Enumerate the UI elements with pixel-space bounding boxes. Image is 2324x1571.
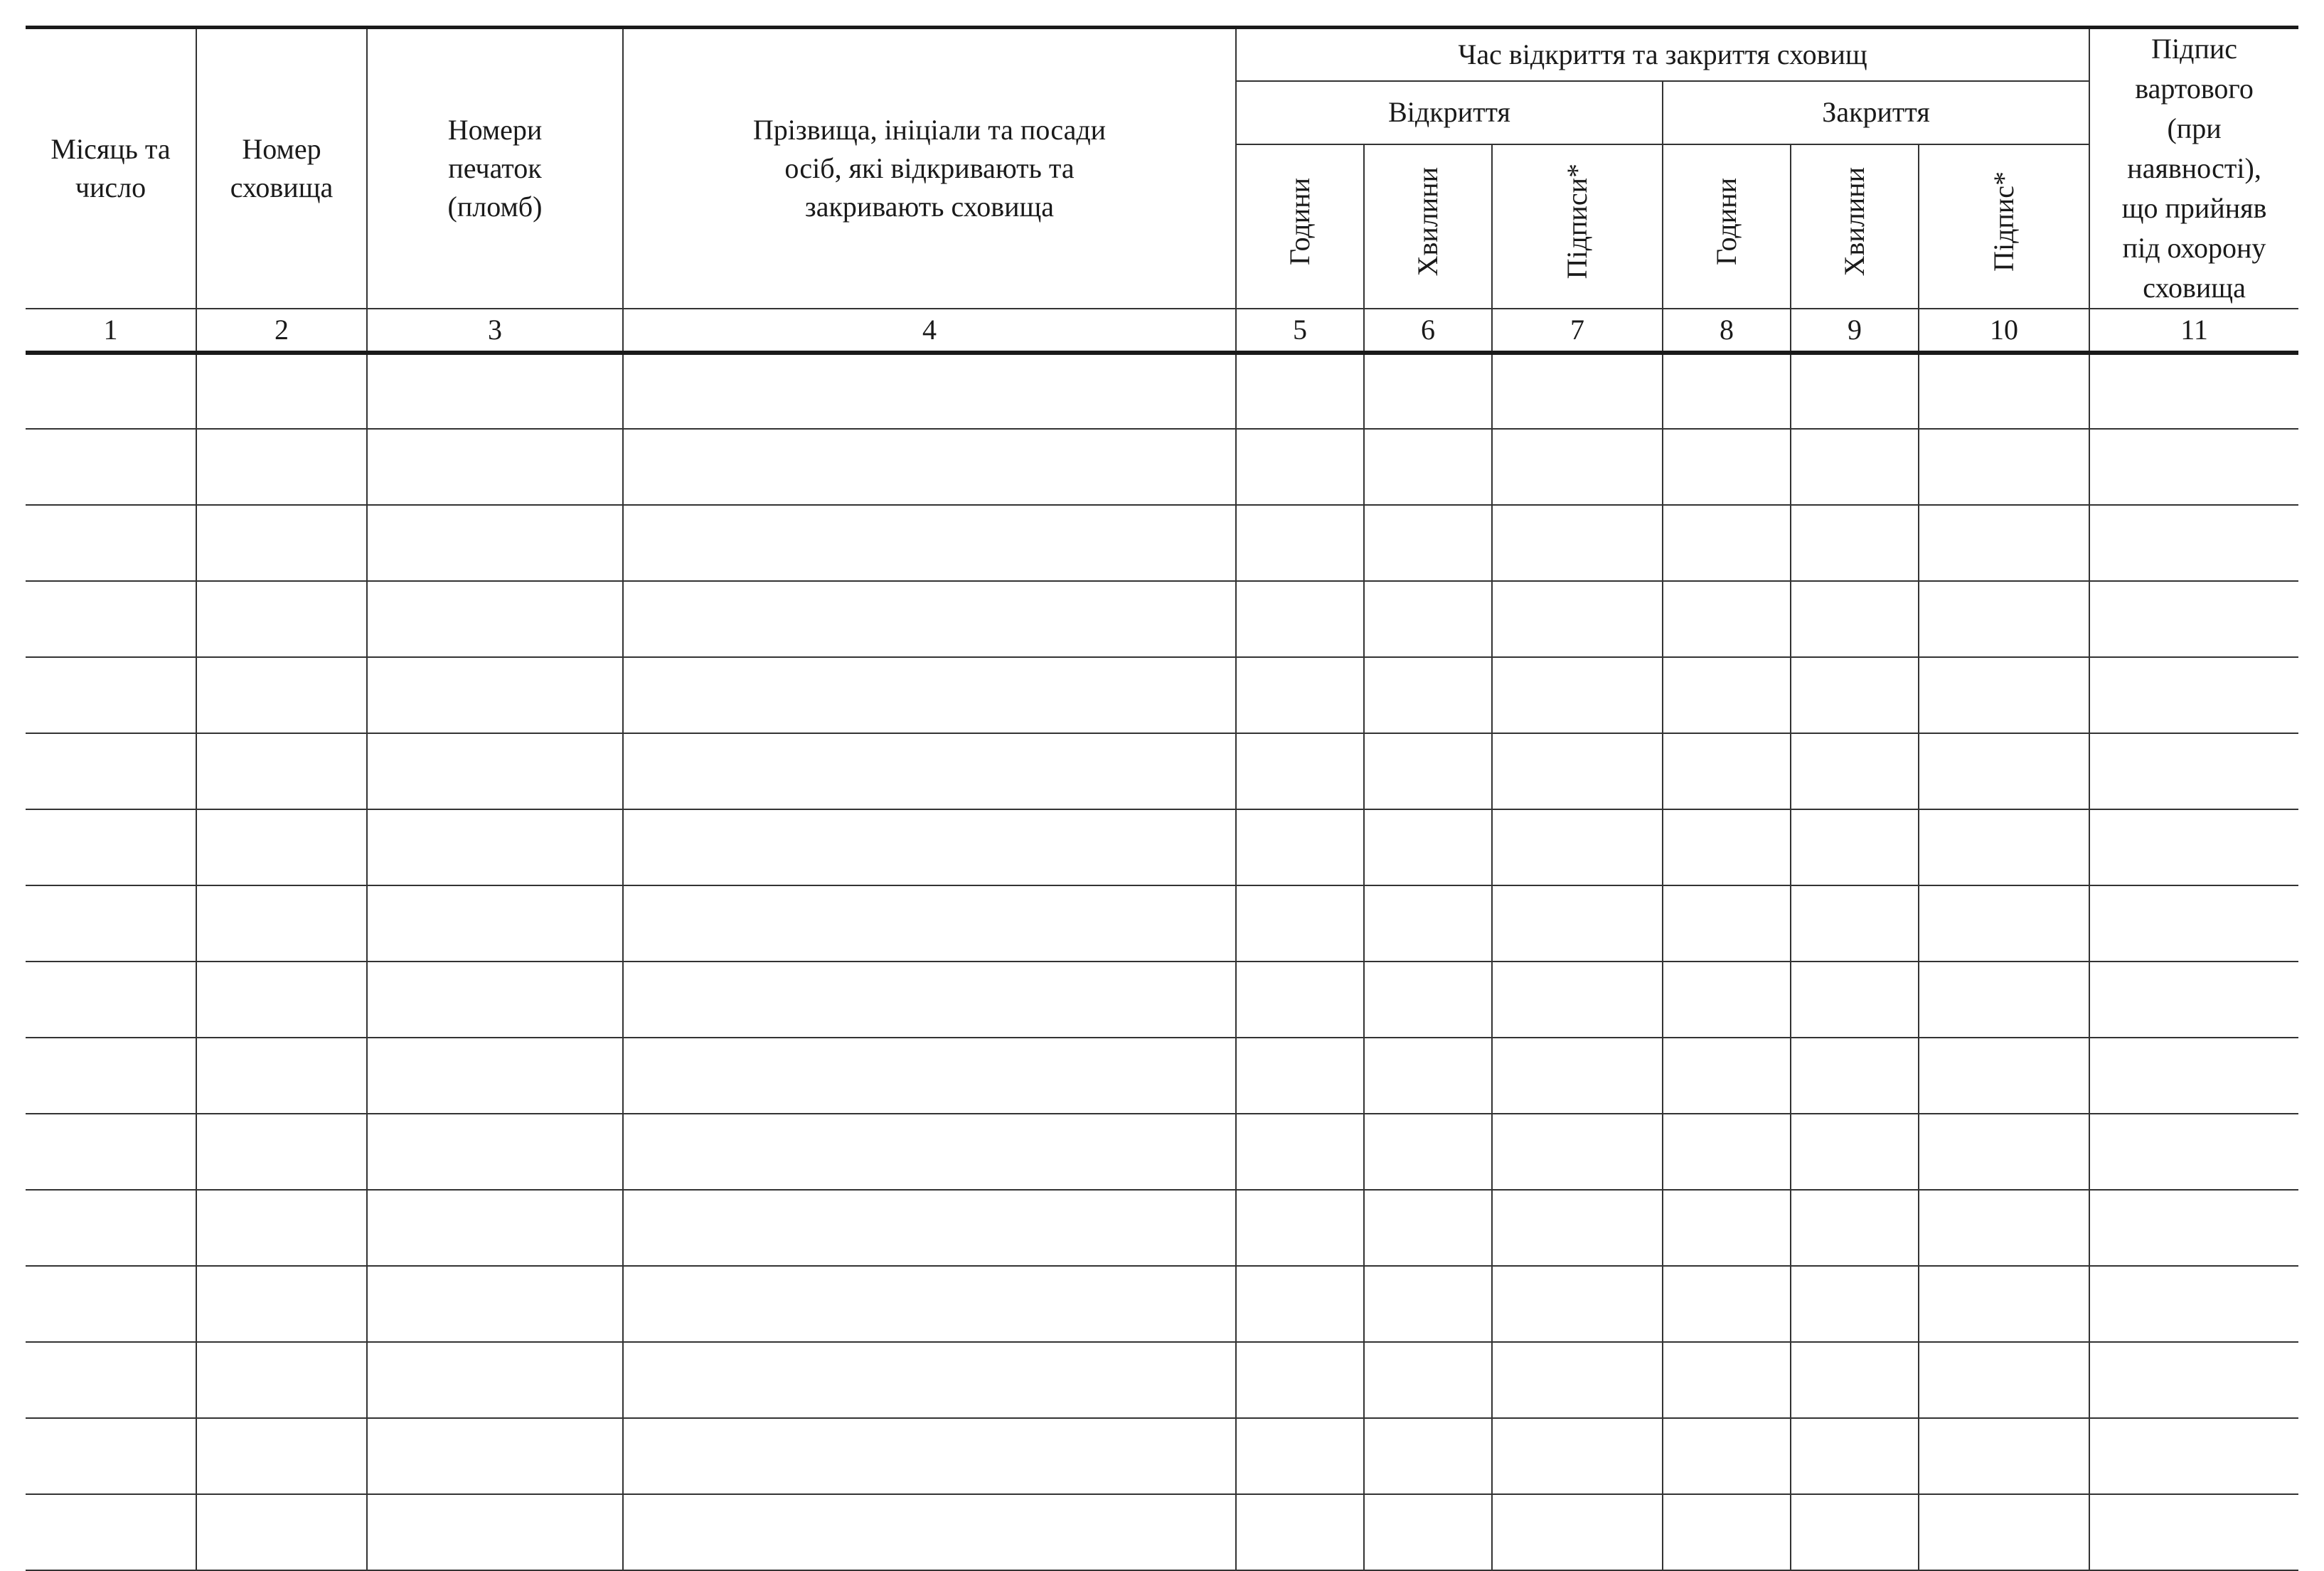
table-cell[interactable] (1919, 657, 2089, 733)
table-cell[interactable] (1236, 733, 1364, 809)
table-cell[interactable] (1791, 353, 1919, 429)
table-cell[interactable] (1364, 1266, 1492, 1342)
column-number: 7 (1492, 309, 1663, 353)
table-row (26, 733, 2298, 809)
table-row (26, 1342, 2298, 1418)
header-seal-numbers-label: Номери печаток (пломб) (447, 114, 543, 223)
header-close-signature-label: Підпис* (1988, 171, 2020, 272)
table-cell[interactable] (623, 1114, 1236, 1190)
header-time-group (1236, 28, 2089, 82)
header-open-minutes-label: Хвилини (1412, 166, 1444, 277)
table-row (26, 1190, 2298, 1266)
table-cell[interactable] (1919, 1266, 2089, 1342)
table-cell[interactable] (623, 429, 1236, 505)
header-persons-label: Прізвища, ініціали та посади осіб, які відкривають та закривають сховища (752, 114, 1107, 223)
table-cell[interactable] (623, 1342, 1236, 1418)
header-vault-number (196, 28, 367, 309)
table-cell[interactable] (1919, 1114, 2089, 1190)
table-row (26, 809, 2298, 885)
table-cell[interactable] (2089, 657, 2298, 733)
table-cell[interactable] (196, 1114, 367, 1190)
table-cell[interactable] (1236, 1266, 1364, 1342)
table-cell[interactable] (1791, 505, 1919, 581)
table-cell[interactable] (2089, 962, 2298, 1038)
header-persons (623, 28, 1236, 309)
table-cell[interactable] (1492, 1342, 1663, 1418)
register-body (26, 353, 2298, 1570)
table-cell[interactable] (196, 429, 367, 505)
table-cell[interactable] (623, 353, 1236, 429)
table-cell[interactable] (1663, 1494, 1791, 1570)
table-cell[interactable] (1791, 809, 1919, 885)
table-cell[interactable] (2089, 1266, 2298, 1342)
table-cell[interactable] (1364, 581, 1492, 657)
column-number: 10 (1919, 309, 2089, 353)
table-cell[interactable] (623, 1418, 1236, 1494)
table-cell[interactable] (1364, 1418, 1492, 1494)
table-cell[interactable] (367, 1342, 623, 1418)
table-cell[interactable] (1791, 1114, 1919, 1190)
vault-register-table (26, 26, 2298, 1571)
table-cell[interactable] (2089, 733, 2298, 809)
table-cell[interactable] (623, 505, 1236, 581)
header-seal-numbers (367, 28, 623, 309)
table-cell[interactable] (1663, 1342, 1791, 1418)
header-open-signatures (1492, 144, 1663, 309)
table-cell[interactable] (2089, 581, 2298, 657)
table-row (26, 1418, 2298, 1494)
table-cell[interactable] (1236, 1418, 1364, 1494)
header-close-hours (1663, 144, 1791, 309)
header-open-signatures-label: Підписи* (1561, 164, 1593, 279)
table-cell[interactable] (1492, 1266, 1663, 1342)
table-cell[interactable] (196, 1418, 367, 1494)
table-cell[interactable] (2089, 429, 2298, 505)
table-cell[interactable] (196, 505, 367, 581)
table-row (26, 657, 2298, 733)
table-cell[interactable] (196, 733, 367, 809)
table-cell[interactable] (1364, 885, 1492, 962)
table-cell[interactable] (1364, 962, 1492, 1038)
table-cell[interactable] (1791, 1418, 1919, 1494)
table-cell[interactable] (1364, 1190, 1492, 1266)
table-cell[interactable] (1919, 1342, 2089, 1418)
table-cell[interactable] (1492, 1038, 1663, 1114)
table-cell[interactable] (1492, 1418, 1663, 1494)
table-cell[interactable] (1791, 733, 1919, 809)
table-cell[interactable] (1791, 962, 1919, 1038)
table-cell[interactable] (623, 1494, 1236, 1570)
table-row (26, 581, 2298, 657)
table-cell[interactable] (1791, 1494, 1919, 1570)
table-cell[interactable] (1492, 429, 1663, 505)
table-cell[interactable] (26, 1038, 196, 1114)
table-cell[interactable] (1663, 885, 1791, 962)
table-cell[interactable] (367, 1266, 623, 1342)
table-cell[interactable] (1364, 1494, 1492, 1570)
table-cell[interactable] (623, 1266, 1236, 1342)
table-cell[interactable] (1791, 1342, 1919, 1418)
table-cell[interactable] (26, 581, 196, 657)
table-cell[interactable] (26, 353, 196, 429)
table-cell[interactable] (196, 809, 367, 885)
table-cell[interactable] (1236, 353, 1364, 429)
table-cell[interactable] (623, 733, 1236, 809)
table-cell[interactable] (1663, 657, 1791, 733)
table-cell[interactable] (26, 1114, 196, 1190)
table-cell[interactable] (1791, 1190, 1919, 1266)
table-cell[interactable] (1236, 962, 1364, 1038)
table-cell[interactable] (2089, 885, 2298, 962)
table-cell[interactable] (1236, 1494, 1364, 1570)
table-cell[interactable] (26, 657, 196, 733)
table-cell[interactable] (1919, 1038, 2089, 1114)
table-cell[interactable] (1663, 1190, 1791, 1266)
table-cell[interactable] (196, 1190, 367, 1266)
table-cell[interactable] (2089, 1038, 2298, 1114)
table-cell[interactable] (1663, 429, 1791, 505)
table-cell[interactable] (196, 962, 367, 1038)
table-cell[interactable] (1663, 505, 1791, 581)
table-cell[interactable] (2089, 353, 2298, 429)
table-cell[interactable] (1364, 505, 1492, 581)
table-cell[interactable] (2089, 505, 2298, 581)
table-cell[interactable] (2089, 1342, 2298, 1418)
table-cell[interactable] (367, 1114, 623, 1190)
table-cell[interactable] (1492, 581, 1663, 657)
table-cell[interactable] (1919, 733, 2089, 809)
table-cell[interactable] (1663, 733, 1791, 809)
table-cell[interactable] (367, 1038, 623, 1114)
table-cell[interactable] (623, 885, 1236, 962)
table-cell[interactable] (1364, 1114, 1492, 1190)
column-number: 2 (196, 309, 367, 353)
table-cell[interactable] (1236, 1114, 1364, 1190)
table-cell[interactable] (623, 1038, 1236, 1114)
table-cell[interactable] (623, 581, 1236, 657)
table-cell[interactable] (26, 1494, 196, 1570)
table-row (26, 1114, 2298, 1190)
table-cell[interactable] (1492, 809, 1663, 885)
header-vault-number-label: Номер сховища (230, 133, 334, 203)
table-cell[interactable] (1791, 657, 1919, 733)
table-cell[interactable] (1663, 1266, 1791, 1342)
table-cell[interactable] (1492, 733, 1663, 809)
column-number: 9 (1791, 309, 1919, 353)
table-cell[interactable] (367, 353, 623, 429)
table-cell[interactable] (1791, 885, 1919, 962)
table-cell[interactable] (1236, 1038, 1364, 1114)
table-cell[interactable] (196, 885, 367, 962)
column-number: 8 (1663, 309, 1791, 353)
table-cell[interactable] (1364, 353, 1492, 429)
header-opening (1236, 81, 1663, 144)
header-time-group-label: Час відкриття та закриття сховищ (1458, 38, 1867, 71)
table-cell[interactable] (2089, 1418, 2298, 1494)
header-opening-label: Відкриття (1388, 96, 1510, 129)
header-close-hours-label: Години (1710, 177, 1742, 265)
table-cell[interactable] (1364, 429, 1492, 505)
table-cell[interactable] (1919, 1494, 2089, 1570)
table-cell[interactable] (2089, 1190, 2298, 1266)
header-closing-label: Закриття (1822, 96, 1930, 129)
table-cell[interactable] (1663, 1038, 1791, 1114)
table-cell[interactable] (196, 581, 367, 657)
table-row (26, 1038, 2298, 1114)
table-cell[interactable] (1663, 581, 1791, 657)
column-number: 6 (1364, 309, 1492, 353)
table-cell[interactable] (1364, 1342, 1492, 1418)
table-cell[interactable] (367, 505, 623, 581)
table-row (26, 353, 2298, 429)
table-cell[interactable] (1663, 353, 1791, 429)
table-cell[interactable] (1919, 505, 2089, 581)
column-number-row (26, 309, 2298, 353)
table-cell[interactable] (196, 1342, 367, 1418)
header-closing (1663, 81, 2089, 144)
table-cell[interactable] (196, 1494, 367, 1570)
table-cell[interactable] (623, 962, 1236, 1038)
table-cell[interactable] (2089, 1494, 2298, 1570)
table-cell[interactable] (26, 1266, 196, 1342)
table-cell[interactable] (367, 581, 623, 657)
table-cell[interactable] (1492, 1494, 1663, 1570)
table-cell[interactable] (1919, 962, 2089, 1038)
table-cell[interactable] (1236, 809, 1364, 885)
table-cell[interactable] (1236, 505, 1364, 581)
table-row (26, 505, 2298, 581)
table-cell[interactable] (1492, 505, 1663, 581)
table-cell[interactable] (367, 885, 623, 962)
table-cell[interactable] (1236, 657, 1364, 733)
header-open-hours (1236, 144, 1364, 309)
table-cell[interactable] (26, 733, 196, 809)
table-cell[interactable] (1663, 962, 1791, 1038)
table-cell[interactable] (367, 733, 623, 809)
table-cell[interactable] (367, 429, 623, 505)
table-row (26, 429, 2298, 505)
table-row (26, 1266, 2298, 1342)
header-month-and-day (26, 28, 196, 309)
table-cell[interactable] (1236, 581, 1364, 657)
header-month-and-day-label: Місяць та число (50, 133, 171, 203)
table-cell[interactable] (367, 809, 623, 885)
table-cell[interactable] (1919, 1190, 2089, 1266)
header-close-minutes (1791, 144, 1919, 309)
table-cell[interactable] (26, 885, 196, 962)
table-cell[interactable] (1492, 657, 1663, 733)
table-cell[interactable] (1791, 1038, 1919, 1114)
table-cell[interactable] (26, 505, 196, 581)
table-cell[interactable] (367, 962, 623, 1038)
table-cell[interactable] (1663, 809, 1791, 885)
table-row (26, 885, 2298, 962)
column-number: 1 (26, 309, 196, 353)
header-guard-signature (2089, 28, 2298, 309)
header-close-minutes-label: Хвилини (1838, 166, 1870, 277)
table-cell[interactable] (1364, 657, 1492, 733)
table-cell[interactable] (1663, 1418, 1791, 1494)
table-cell[interactable] (1236, 885, 1364, 962)
header-open-hours-label: Години (1284, 177, 1316, 265)
table-cell[interactable] (1492, 1190, 1663, 1266)
column-number: 5 (1236, 309, 1364, 353)
table-cell[interactable] (26, 1190, 196, 1266)
table-cell[interactable] (1236, 429, 1364, 505)
table-cell[interactable] (623, 657, 1236, 733)
header-guard-signature-label: Підпис вартового (при наявності), що прийняв під охорону сховища (2121, 33, 2267, 304)
table-cell[interactable] (367, 1190, 623, 1266)
table-cell[interactable] (26, 962, 196, 1038)
table-cell[interactable] (1492, 885, 1663, 962)
table-cell[interactable] (26, 1342, 196, 1418)
table-cell[interactable] (1364, 809, 1492, 885)
table-cell[interactable] (1919, 581, 2089, 657)
column-number: 3 (367, 309, 623, 353)
table-cell[interactable] (1791, 581, 1919, 657)
table-cell[interactable] (1791, 429, 1919, 505)
table-cell[interactable] (1919, 809, 2089, 885)
table-cell[interactable] (196, 1038, 367, 1114)
table-cell[interactable] (1919, 353, 2089, 429)
table-cell[interactable] (1364, 733, 1492, 809)
table-cell[interactable] (196, 1266, 367, 1342)
table-cell[interactable] (1919, 429, 2089, 505)
table-cell[interactable] (1919, 1418, 2089, 1494)
table-cell[interactable] (1791, 1266, 1919, 1342)
header-close-signature (1919, 144, 2089, 309)
table-cell[interactable] (623, 1190, 1236, 1266)
table-cell[interactable] (367, 1494, 623, 1570)
table-cell[interactable] (26, 1418, 196, 1494)
table-cell[interactable] (196, 353, 367, 429)
table-cell[interactable] (2089, 1114, 2298, 1190)
table-cell[interactable] (1236, 1342, 1364, 1418)
table-cell[interactable] (1364, 1038, 1492, 1114)
table-cell[interactable] (623, 809, 1236, 885)
table-cell[interactable] (196, 657, 367, 733)
table-cell[interactable] (2089, 809, 2298, 885)
table-cell[interactable] (1492, 353, 1663, 429)
table-row (26, 1494, 2298, 1570)
table-cell[interactable] (1236, 1190, 1364, 1266)
column-number: 11 (2089, 309, 2298, 353)
table-cell[interactable] (367, 657, 623, 733)
header-open-minutes (1364, 144, 1492, 309)
table-cell[interactable] (1919, 885, 2089, 962)
table-cell[interactable] (26, 809, 196, 885)
table-cell[interactable] (1663, 1114, 1791, 1190)
table-cell[interactable] (1492, 1114, 1663, 1190)
table-cell[interactable] (1492, 962, 1663, 1038)
column-number: 4 (623, 309, 1236, 353)
table-row (26, 962, 2298, 1038)
table-cell[interactable] (367, 1418, 623, 1494)
table-cell[interactable] (26, 429, 196, 505)
